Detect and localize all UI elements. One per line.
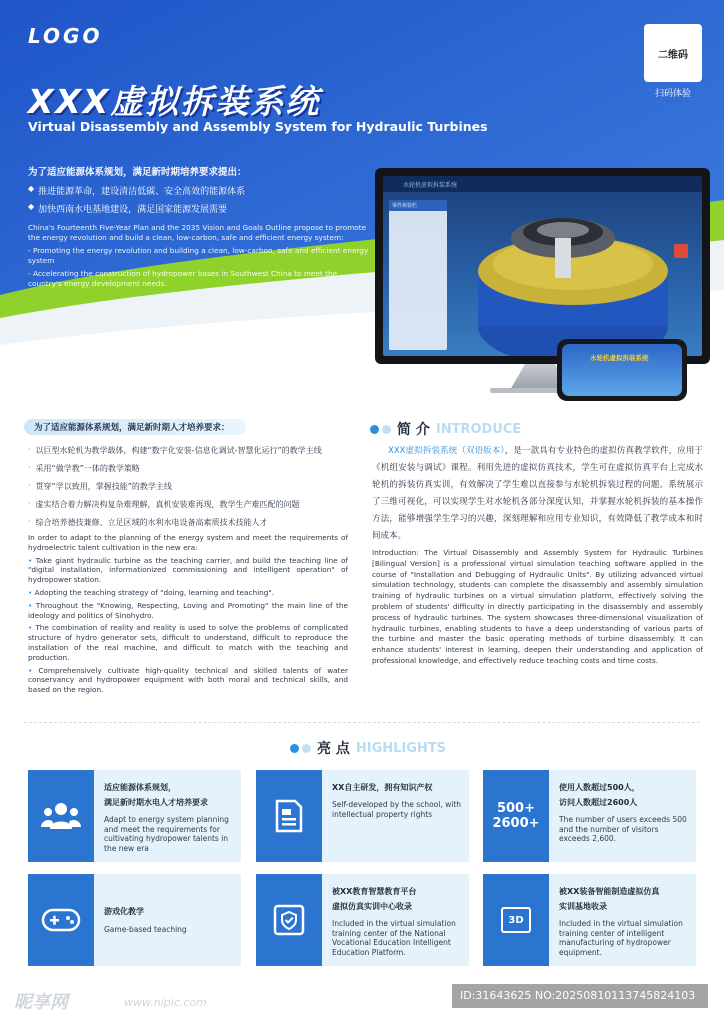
- diamond-bullet-icon: ◆: [28, 202, 35, 211]
- bullet-icon: ·: [28, 481, 31, 490]
- requirements-list: [28, 445, 348, 535]
- highlight-icon-box: [256, 874, 322, 966]
- requirements-en-intro: In order to adapt to the planning of the energy system and meet the requirements of hydroelectric talent cultivation in the new era:: [28, 533, 348, 552]
- 3d-icon-label: 3D: [508, 914, 524, 926]
- qr-label: 二维码: [658, 49, 688, 61]
- screen-red-button[interactable]: [674, 244, 688, 258]
- list-item-text: 虚实结合着力解决构复杂难理解，真机安装难再现，教学生产难匹配的问题: [35, 500, 300, 509]
- highlight-card: [483, 874, 696, 966]
- hero-intro-item: [28, 184, 373, 197]
- monitor-mockup: [375, 168, 710, 364]
- list-item-text: 以巨型水轮机为教学载体，构建“数字化安装-信息化调试-智慧化运行”的教学主线: [35, 446, 322, 455]
- hero-intro-item-text: 推进能源革命，建设清洁低碳、安全高效的能源体系: [38, 187, 246, 197]
- bullet-icon: ·: [28, 463, 31, 472]
- page-title: XXX虚拟拆装系统: [28, 82, 321, 121]
- list-item: [28, 623, 348, 662]
- list-item-text: 贯穿“学以致用，掌握技能”的教学主线: [35, 482, 172, 491]
- bullet-icon: ·: [28, 517, 31, 526]
- heading-dots-icon: [370, 425, 391, 434]
- bullet-icon: •: [28, 623, 36, 633]
- qr-code[interactable]: [644, 24, 702, 82]
- section-divider: [24, 722, 700, 723]
- requirements-heading: 为了适应能源体系规划，满足新时期人才培养要求：: [24, 419, 246, 435]
- highlights-heading: [290, 738, 446, 758]
- list-item-text: The combination of reality and reality is used to solve the problems of complicated structure of hydro generator sets, difficult to understand, difficult to reproduce the installation of the real machine, and difficult to match with the teaching and production.: [28, 623, 348, 662]
- hero-intro-en-paragraph: - Accelerating the construction of hydropower bases in Southwest China to meet the country's energy development needs.: [28, 269, 338, 288]
- hero-intro-item: [28, 202, 373, 215]
- list-item: [28, 517, 348, 528]
- highlight-title: 游戏化教学: [104, 907, 144, 916]
- highlight-title: 使用人数超过500人， 访问人数超过2600人: [559, 783, 640, 807]
- highlight-desc: The number of users exceeds 500 and the number of visitors exceeds 2,600.: [559, 815, 687, 843]
- highlight-title: 被XX教育智慧教育平台 虚拟仿真实训中心收录: [332, 887, 417, 911]
- introduce-cn-text: [372, 443, 703, 545]
- shield-icon: [272, 903, 306, 937]
- list-item-text: Throughout the "Knowing, Respecting, Loving and Promoting" the main line of the ideology and politics of Sinohydro.: [28, 600, 348, 620]
- highlights-heading-en: HIGHLIGHTS: [355, 740, 447, 756]
- hero-intro-heading: 为了适应能源体系规划，满足新时期培养要求提出：: [28, 167, 247, 178]
- highlight-desc: Included in the virtual simulation training center of intelligent manufacturing of hydropower equipment.: [559, 919, 683, 957]
- list-item: [28, 499, 348, 510]
- parts-panel-head: 零件拆装栏: [389, 200, 447, 211]
- highlight-desc: Adapt to energy system planning and meet the requirements for cultivating hydropower talents in the new era: [104, 815, 229, 853]
- document-icon: [274, 799, 304, 833]
- brand-logo: LOGO: [28, 24, 103, 48]
- list-item: [28, 481, 348, 492]
- screen-right-tools: [670, 204, 692, 258]
- highlight-icon-box: [483, 770, 549, 862]
- bullet-icon: •: [28, 600, 36, 610]
- list-item-text: Comprehensively cultivate high-quality technical and skilled talents of water conservancy and hydropower equipment with both moral and technical skills, and based on the region.: [28, 665, 349, 695]
- list-item-text: 采用“做学教”一体的教学策略: [35, 464, 140, 473]
- bullet-icon: •: [28, 665, 39, 675]
- introduce-en-text: Introduction: The Virtual Disassembly and Assembly System for Hydraulic Turbines [Bilingual Version] is a professional virtual simulation teaching software applied in the course of "Installation and Debugging of Hydraulic Units". By utilizing advanced virtual simulation technology, students can complete the disassembly and assembly simulation training of hydraulic turbines on a virtual simulation platform, effectively solving the problem of students' difficulty in directly participating in the disassembly and assembly process of hydraulic turbines. The system showcases three-dimensional visualization of hydraulic turbines, enabling students to have a deep understanding of various parts of the turbine and master the basic operating methods of turbine disassembly. It can enhance students' interest in learning, deepen their understanding and application of professional knowledge, and effectively reduce teaching costs and time costs.: [372, 548, 703, 665]
- list-item: [28, 601, 348, 621]
- hero-intro-item-text: 加快西南水电基地建设，满足国家能源发展需要: [38, 205, 228, 215]
- highlight-icon-box: [256, 770, 322, 862]
- parts-panel[interactable]: [389, 200, 447, 350]
- highlight-desc: Included in the virtual simulation training center of the National Vocational Education Intelligent Education Platform.: [332, 919, 456, 957]
- highlight-card: [483, 770, 696, 862]
- list-item-text: Adopting the teaching strategy of "doing, learning and teaching".: [34, 587, 275, 597]
- screen-title: 水轮机虚拟拆装系统: [403, 182, 458, 189]
- highlights-heading-cn: 亮 点: [317, 741, 350, 757]
- gamepad-icon: [41, 907, 81, 933]
- introduce-heading-cn: 简 介: [397, 422, 430, 438]
- hero-intro-english: [28, 223, 373, 289]
- highlight-card: [256, 874, 469, 966]
- highlight-card: [28, 874, 241, 966]
- list-item: [28, 463, 348, 474]
- diamond-bullet-icon: ◆: [28, 184, 35, 193]
- list-item: [28, 666, 348, 695]
- phone-screen-title: 水轮机虚拟拆装系统: [590, 354, 649, 362]
- bullet-icon: •: [28, 555, 36, 565]
- list-item: [28, 588, 348, 598]
- highlight-card: [256, 770, 469, 862]
- monitor-screen: [383, 176, 702, 356]
- introduce-heading: [370, 419, 521, 439]
- qr-caption: 扫码体验: [654, 89, 691, 99]
- list-item-text: Take giant hydraulic turbine as the teaching carrier, and build the teaching line of "digital installation, informationized commissioning and intelligent operation" of hydropower station.: [28, 555, 348, 585]
- user-count-badge: 500+ 2600+: [492, 801, 540, 831]
- list-item-text: 综合培养德技兼修、立足区域的水利水电设备高素质技术技能人才: [35, 518, 268, 527]
- bullet-icon: ·: [28, 499, 31, 508]
- highlight-icon-box: [28, 874, 94, 966]
- heading-dots-icon: [290, 744, 311, 753]
- hero-intro-en-paragraph: - Promoting the energy revolution and building a clean, low-carbon, safe and efficient energy system: [28, 246, 369, 265]
- hero-intro-en-paragraph: China's Fourteenth Five-Year Plan and the 2035 Vision and Goals Outline propose to promote the energy revolution and build a clean, low-carbon, safe and efficient energy system:: [28, 223, 367, 242]
- phone-screen: [562, 344, 682, 396]
- highlight-desc: Self-developed by the school, with intellectual property rights: [332, 800, 462, 819]
- requirements-english: [28, 533, 348, 698]
- highlight-desc: Game-based teaching: [104, 925, 187, 934]
- page-subtitle: Virtual Disassembly and Assembly System for Hydraulic Turbines: [28, 119, 488, 134]
- watermark-url: www.nipic.com: [124, 996, 207, 1009]
- highlight-title: XX自主研发，拥有知识产权: [332, 783, 433, 792]
- 3d-icon: [501, 907, 531, 933]
- hero-intro: [28, 164, 373, 292]
- bullet-icon: ·: [28, 445, 31, 454]
- bullet-icon: •: [28, 587, 35, 597]
- introduce-cn-body: ，是一款具有专业特色的虚拟仿真教学软件，应用于《机组安装与调试》课程。利用先进的虚拟仿真技术，学生可在虚拟仿真平台上完成水轮机的拆装仿真实训，有效解决了学生难以直接参与水轮机拆装过程的问题。系统展示了三维可视化，可以实现学生对水轮机各部分深度认知，并掌握水轮机拆装的基本操作方法，能够增强学生学习的兴趣，深刻理解和应用专业知识，有效降低了教学成本和时间成本。: [372, 446, 703, 541]
- highlight-icon-box: [483, 874, 549, 966]
- highlight-icon-box: [28, 770, 94, 862]
- highlight-card: [28, 770, 241, 862]
- users-icon: [41, 801, 81, 831]
- highlight-title: 适应能源体系规划， 满足新时期水电人才培养要求: [104, 783, 208, 807]
- highlight-title: 被XX装备智能制造虚拟仿真 实训基地收录: [559, 887, 660, 911]
- introduce-heading-en: INTRODUCE: [435, 421, 522, 437]
- list-item: [28, 556, 348, 585]
- introduce-product-name: XXX虚拟拆装系统（双语版本）: [388, 446, 505, 456]
- phone-mockup: [557, 339, 687, 401]
- watermark-logo: 昵享网: [14, 992, 68, 1013]
- list-item: [28, 445, 348, 456]
- watermark-id: ID:31643625 NO:20250810113745824103: [452, 984, 708, 1008]
